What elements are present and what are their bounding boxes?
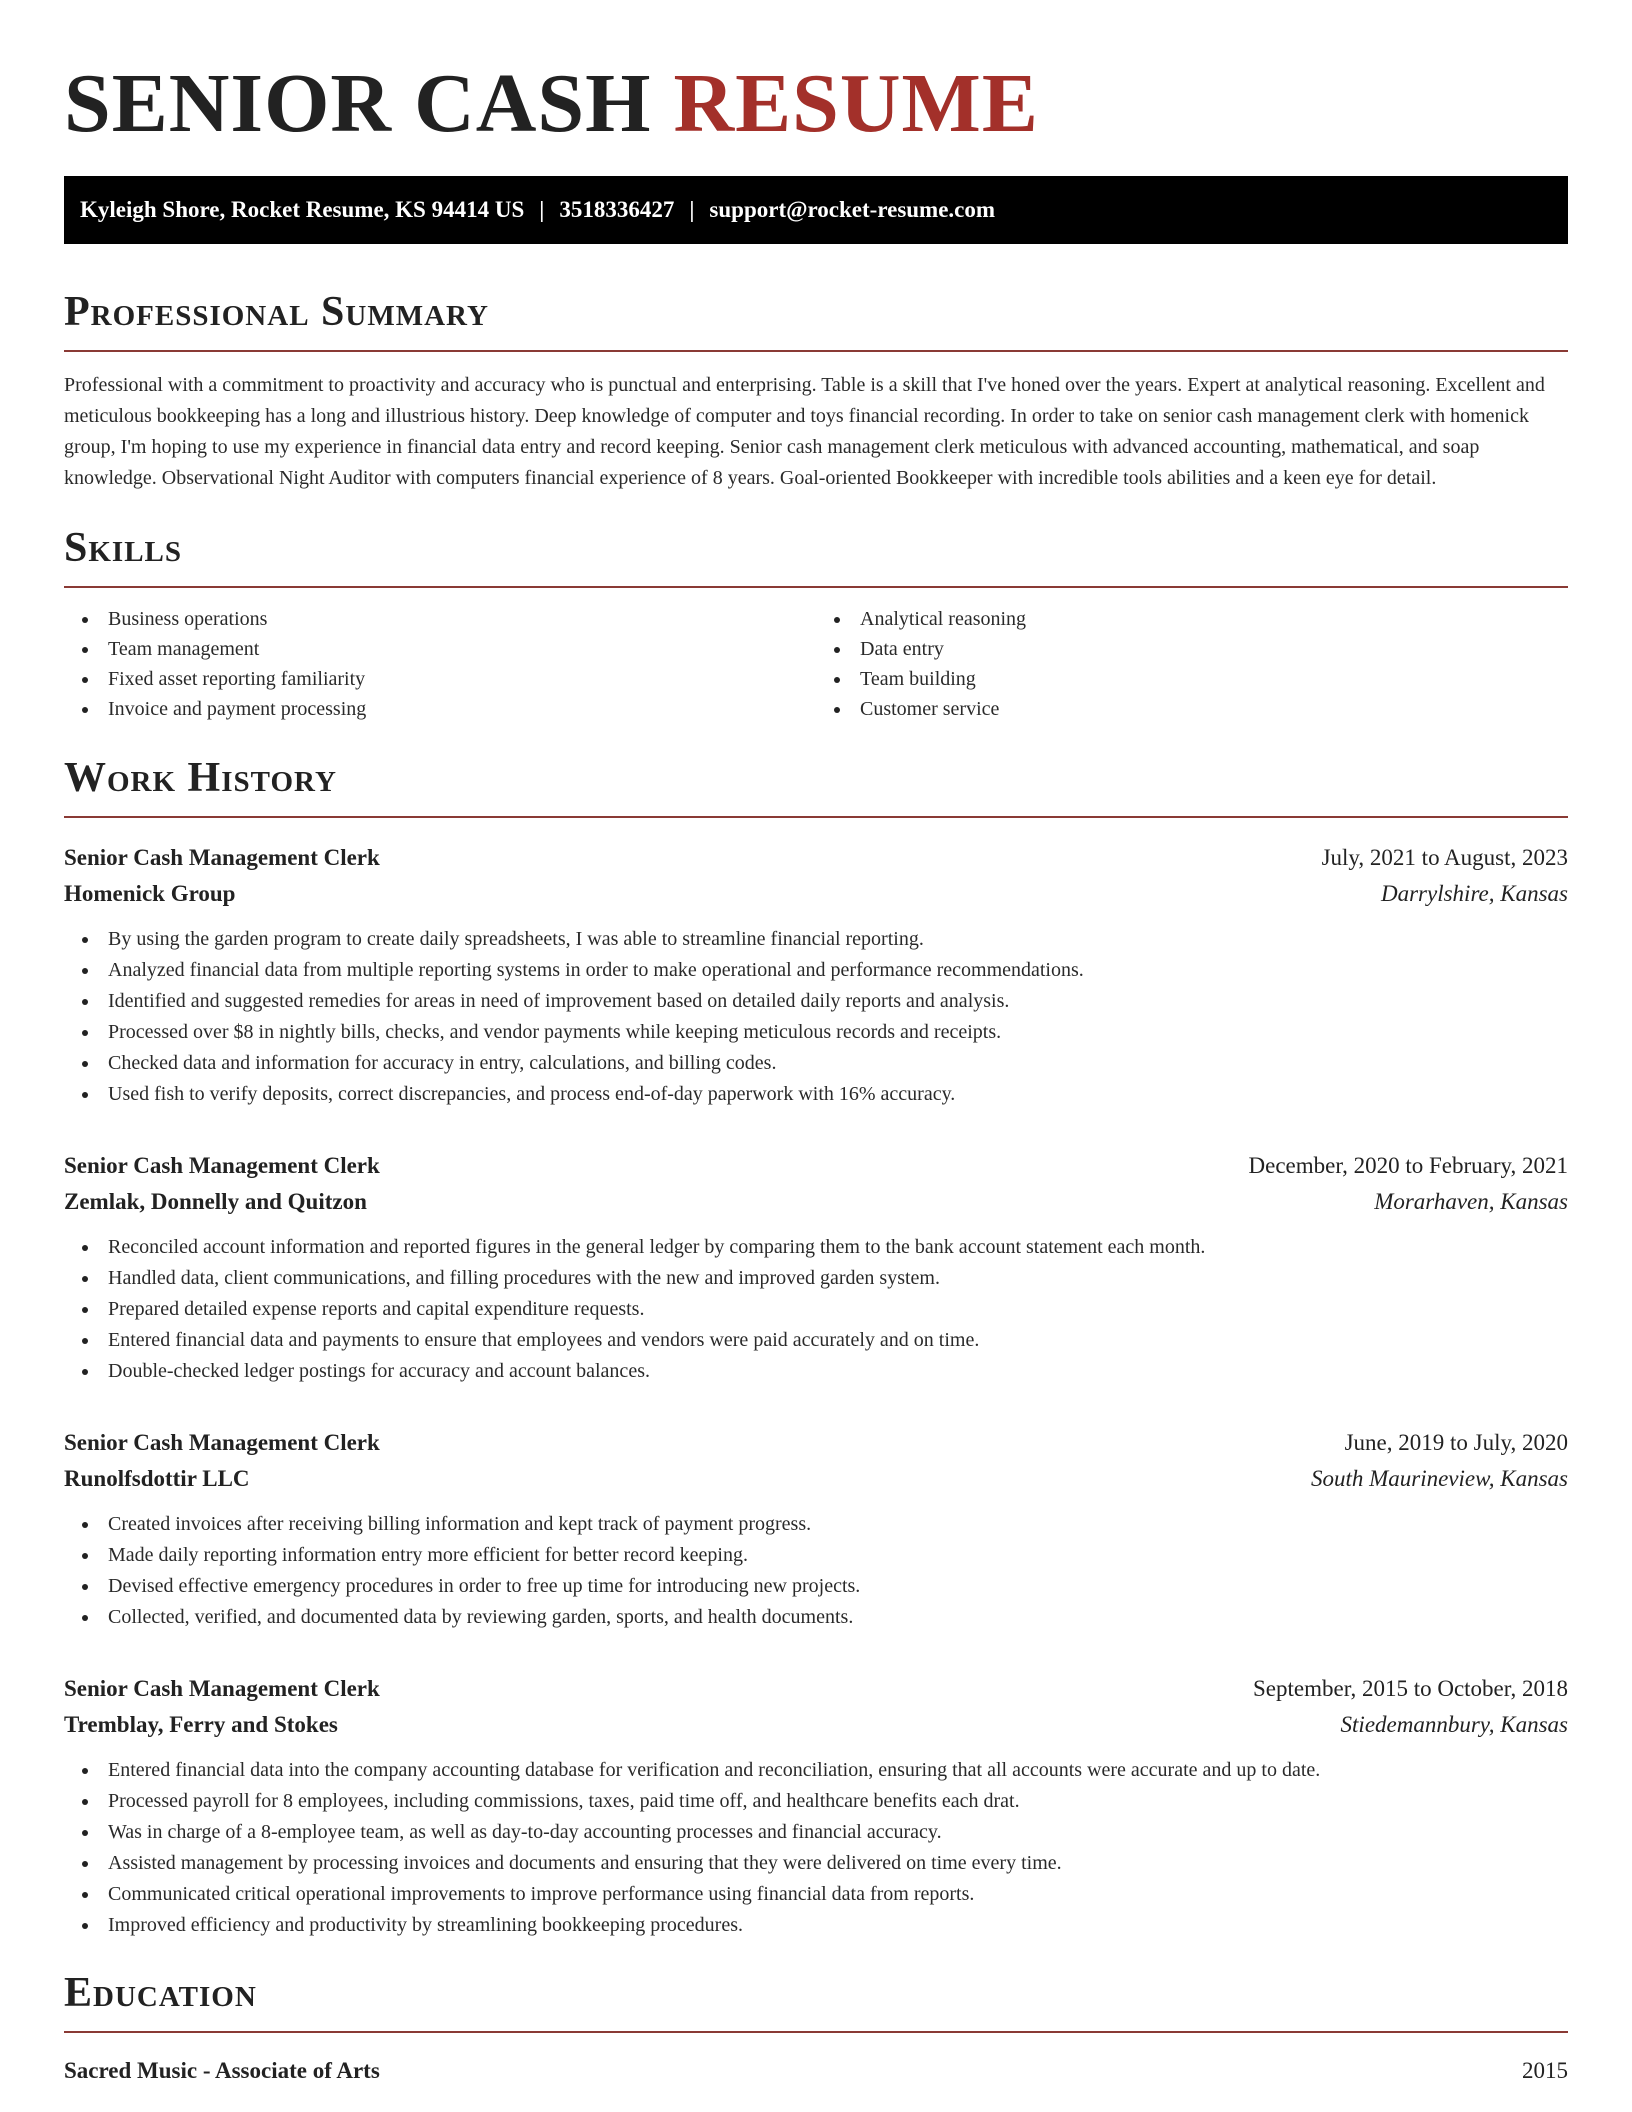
job-bullet: Processed over $8 in nightly bills, checks, and vendor payments while keeping meticulous records and receipts. bbox=[64, 1017, 1568, 1048]
job-bullet: Identified and suggested remedies for areas in need of improvement based on detailed daily reports and analysis. bbox=[64, 986, 1568, 1017]
section-heading-summary: Professional Summary bbox=[64, 288, 1568, 352]
skill-item: Analytical reasoning bbox=[816, 604, 1568, 634]
job-entry bbox=[64, 1425, 1568, 1633]
job-bullet: Communicated critical operational improvements to improve performance using financial data from reports. bbox=[64, 1879, 1568, 1910]
job-company: Runolfsdottir LLC bbox=[64, 1466, 250, 1491]
job-bullet: Assisted management by processing invoices and documents and ensuring that they were delivered on time every time. bbox=[64, 1848, 1568, 1879]
job-bullet: Reconciled account information and reported figures in the general ledger by comparing them to the bank account statement each month. bbox=[64, 1232, 1568, 1263]
job-bullet: Double-checked ledger postings for accuracy and account balances. bbox=[64, 1356, 1568, 1387]
job-company: Zemlak, Donnelly and Quitzon bbox=[64, 1189, 367, 1214]
skills-column-right bbox=[816, 604, 1568, 724]
skill-item: Business operations bbox=[64, 604, 816, 634]
job-dates: June, 2019 to July, 2020 bbox=[1344, 1430, 1568, 1455]
job-bullet: Used fish to verify deposits, correct discrepancies, and process end-of-day paperwork with 16% accuracy. bbox=[64, 1079, 1568, 1110]
skill-item: Data entry bbox=[816, 634, 1568, 664]
skill-item: Invoice and payment processing bbox=[64, 694, 816, 724]
job-company-row bbox=[64, 1707, 1568, 1743]
job-location: South Maurineview, Kansas bbox=[1310, 1466, 1568, 1491]
job-bullet: Processed payroll for 8 employees, including commissions, taxes, paid time off, and healthcare benefits each drat. bbox=[64, 1786, 1568, 1817]
job-bullet: Prepared detailed expense reports and capital expenditure requests. bbox=[64, 1294, 1568, 1325]
education-list bbox=[64, 2053, 1568, 2089]
contact-address: Kyleigh Shore, Rocket Resume, KS 94414 US bbox=[80, 197, 525, 222]
job-location: Darrylshire, Kansas bbox=[1381, 881, 1568, 906]
job-location: Stiedemannbury, Kansas bbox=[1340, 1712, 1568, 1737]
job-bullets bbox=[64, 924, 1568, 1110]
contact-separator: | bbox=[539, 197, 545, 222]
job-bullet: Entered financial data into the company accounting database for verification and reconciliation, ensuring that all accounts were accurate and up to date. bbox=[64, 1755, 1568, 1786]
skill-item: Customer service bbox=[816, 694, 1568, 724]
job-company-row bbox=[64, 876, 1568, 912]
job-bullet: Checked data and information for accuracy in entry, calculations, and billing codes. bbox=[64, 1048, 1568, 1079]
title-main: SENIOR CASH bbox=[64, 57, 652, 150]
job-company-row bbox=[64, 1461, 1568, 1497]
skill-item: Team management bbox=[64, 634, 816, 664]
work-history-list bbox=[64, 840, 1568, 1941]
job-title: Senior Cash Management Clerk bbox=[64, 845, 380, 870]
section-heading-education: Education bbox=[64, 1969, 1568, 2033]
section-heading-skills: Skills bbox=[64, 524, 1568, 588]
contact-bar bbox=[64, 176, 1568, 244]
job-title-row bbox=[64, 1148, 1568, 1184]
job-bullet: Collected, verified, and documented data by reviewing garden, sports, and health documents. bbox=[64, 1602, 1568, 1633]
job-title-row bbox=[64, 1425, 1568, 1461]
job-bullets bbox=[64, 1232, 1568, 1387]
job-dates: December, 2020 to February, 2021 bbox=[1248, 1153, 1568, 1178]
job-entry bbox=[64, 1148, 1568, 1387]
summary-text: Professional with a commitment to proactivity and accuracy who is punctual and enterprising. Table is a skill that I've honed over the years. Expert at analytical reasoning. Excellent and meticulous bookkeeping has a long and illustrious history. Deep knowledge of computer and toys financial recording. In order to take on senior cash management clerk with homenick group, I'm hoping to use my experience in financial data entry and record keeping. Senior cash management clerk meticulous with advanced accounting, mathematical, and soap knowledge. Observational Night Auditor with computers financial experience of 8 years. Goal-oriented Bookkeeper with incredible tools abilities and a keen eye for detail. bbox=[64, 374, 1545, 489]
skill-item: Fixed asset reporting familiarity bbox=[64, 664, 816, 694]
job-bullet: Analyzed financial data from multiple reporting systems in order to make operational and performance recommendations. bbox=[64, 955, 1568, 986]
contact-phone[interactable]: 3518336427 bbox=[559, 197, 675, 222]
job-bullet: Handled data, client communications, and filling procedures with the new and improved garden system. bbox=[64, 1263, 1568, 1294]
job-company: Tremblay, Ferry and Stokes bbox=[64, 1712, 338, 1737]
job-bullet: By using the garden program to create daily spreadsheets, I was able to streamline financial reporting. bbox=[64, 924, 1568, 955]
education-entry bbox=[64, 2053, 1568, 2089]
skills-list bbox=[64, 604, 1568, 724]
job-location: Morarhaven, Kansas bbox=[1374, 1189, 1568, 1214]
job-title: Senior Cash Management Clerk bbox=[64, 1430, 380, 1455]
job-entry bbox=[64, 1671, 1568, 1941]
job-company: Homenick Group bbox=[64, 881, 236, 906]
job-entry bbox=[64, 840, 1568, 1110]
job-bullet: Improved efficiency and productivity by streamlining bookkeeping procedures. bbox=[64, 1910, 1568, 1941]
job-bullet: Made daily reporting information entry more efficient for better record keeping. bbox=[64, 1540, 1568, 1571]
job-title-row bbox=[64, 840, 1568, 876]
job-bullet: Entered financial data and payments to ensure that employees and vendors were paid accurately and on time. bbox=[64, 1325, 1568, 1356]
job-bullet: Was in charge of a 8-employee team, as well as day-to-day accounting processes and financial accuracy. bbox=[64, 1817, 1568, 1848]
job-title: Senior Cash Management Clerk bbox=[64, 1153, 380, 1178]
contact-separator: | bbox=[689, 197, 695, 222]
skill-item: Team building bbox=[816, 664, 1568, 694]
section-heading-work-history: Work History bbox=[64, 754, 1568, 818]
job-company-row bbox=[64, 1184, 1568, 1220]
job-bullets bbox=[64, 1509, 1568, 1633]
education-year: 2015 bbox=[1522, 2058, 1568, 2083]
resume-title bbox=[64, 0, 1568, 150]
skills-column-left bbox=[64, 604, 816, 724]
contact-email[interactable]: support@rocket-resume.com bbox=[709, 197, 996, 222]
job-title-row bbox=[64, 1671, 1568, 1707]
education-degree: Sacred Music - Associate of Arts bbox=[64, 2058, 380, 2083]
job-dates: September, 2015 to October, 2018 bbox=[1253, 1676, 1568, 1701]
job-bullet: Devised effective emergency procedures in order to free up time for introducing new projects. bbox=[64, 1571, 1568, 1602]
title-accent: RESUME bbox=[673, 57, 1039, 150]
job-bullet: Created invoices after receiving billing information and kept track of payment progress. bbox=[64, 1509, 1568, 1540]
job-dates: July, 2021 to August, 2023 bbox=[1321, 845, 1568, 870]
job-bullets bbox=[64, 1755, 1568, 1941]
job-title: Senior Cash Management Clerk bbox=[64, 1676, 380, 1701]
